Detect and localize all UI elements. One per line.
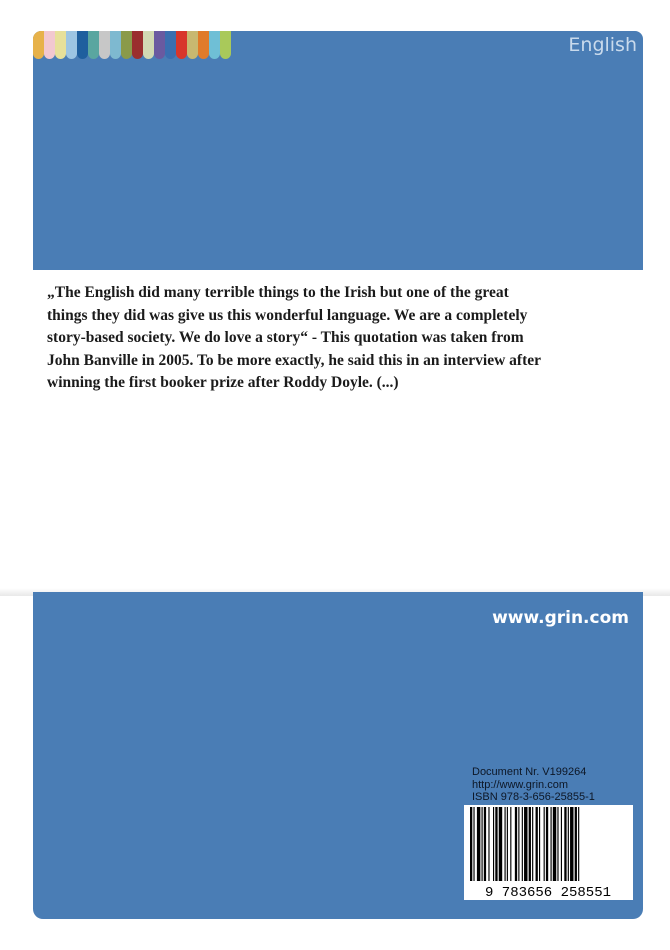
- document-number: Document Nr. V199264: [472, 766, 587, 778]
- barcode-bar: [544, 807, 545, 881]
- color-swatch: [99, 31, 110, 59]
- barcode-bar: [564, 807, 566, 881]
- color-swatch: [209, 31, 220, 59]
- barcode-bar: [470, 807, 472, 881]
- barcode-bar: [495, 807, 497, 881]
- barcode-bar: [524, 807, 527, 881]
- barcode-bar: [557, 807, 558, 881]
- document-url: http://www.grin.com: [472, 778, 568, 791]
- color-swatch-strip: [33, 31, 231, 59]
- isbn: ISBN 978-3-656-25855-1: [472, 791, 595, 803]
- cover-bottom-band: [33, 592, 643, 919]
- blurb-area: [33, 270, 643, 592]
- color-swatch: [88, 31, 99, 59]
- barcode-bar: [493, 807, 494, 881]
- color-swatch: [121, 31, 132, 59]
- color-swatch: [110, 31, 121, 59]
- publisher-website: www.grin.com: [492, 608, 629, 628]
- color-swatch: [198, 31, 209, 59]
- barcode-bar: [561, 807, 562, 881]
- barcode-bar: [578, 807, 579, 881]
- barcode-bar: [473, 807, 474, 881]
- color-swatch: [154, 31, 165, 59]
- barcode-bar: [575, 807, 577, 881]
- barcode-bar: [536, 807, 538, 881]
- barcode-bar: [539, 807, 540, 881]
- color-swatch: [44, 31, 55, 59]
- barcode-bar: [518, 807, 519, 881]
- color-swatch: [187, 31, 198, 59]
- color-swatch: [33, 31, 44, 59]
- document-info: [472, 766, 632, 804]
- barcode-bar: [522, 807, 523, 881]
- color-swatch: [132, 31, 143, 59]
- barcode-bar: [568, 807, 569, 881]
- barcode-bar: [482, 807, 483, 881]
- barcode: [464, 805, 633, 900]
- cover-top-band: [33, 31, 643, 270]
- color-swatch: [143, 31, 154, 59]
- barcode-bar: [529, 807, 531, 881]
- language-label: English: [568, 34, 637, 56]
- barcode-bar: [484, 807, 486, 881]
- color-swatch: [55, 31, 66, 59]
- barcode-bar: [505, 807, 506, 881]
- barcode-bar: [507, 807, 508, 881]
- color-swatch: [77, 31, 88, 59]
- barcode-bar: [477, 807, 480, 881]
- barcode-bar: [546, 807, 548, 881]
- barcode-bar: [510, 807, 511, 881]
- barcode-bar: [570, 807, 573, 881]
- barcode-digits: 9 783656 258551: [484, 885, 612, 900]
- barcode-bar: [551, 807, 552, 881]
- color-swatch: [165, 31, 176, 59]
- barcode-bar: [499, 807, 502, 881]
- color-swatch: [66, 31, 77, 59]
- barcode-bar: [515, 807, 517, 881]
- color-swatch: [176, 31, 187, 59]
- barcode-bar: [553, 807, 556, 881]
- barcode-bar: [488, 807, 489, 881]
- color-swatch: [220, 31, 231, 59]
- barcode-graphic: [464, 805, 633, 900]
- blurb-text: „The English did many terrible things to the Irish but one of the great things they did was give us this wonderful language. We are a completely story-based society. We do love a story“ - This quotation was taken from John Banville in 2005. To be more exactly, he said this in an interview after winning the first booker prize after Roddy Doyle. (...): [47, 284, 541, 392]
- barcode-bar: [532, 807, 533, 881]
